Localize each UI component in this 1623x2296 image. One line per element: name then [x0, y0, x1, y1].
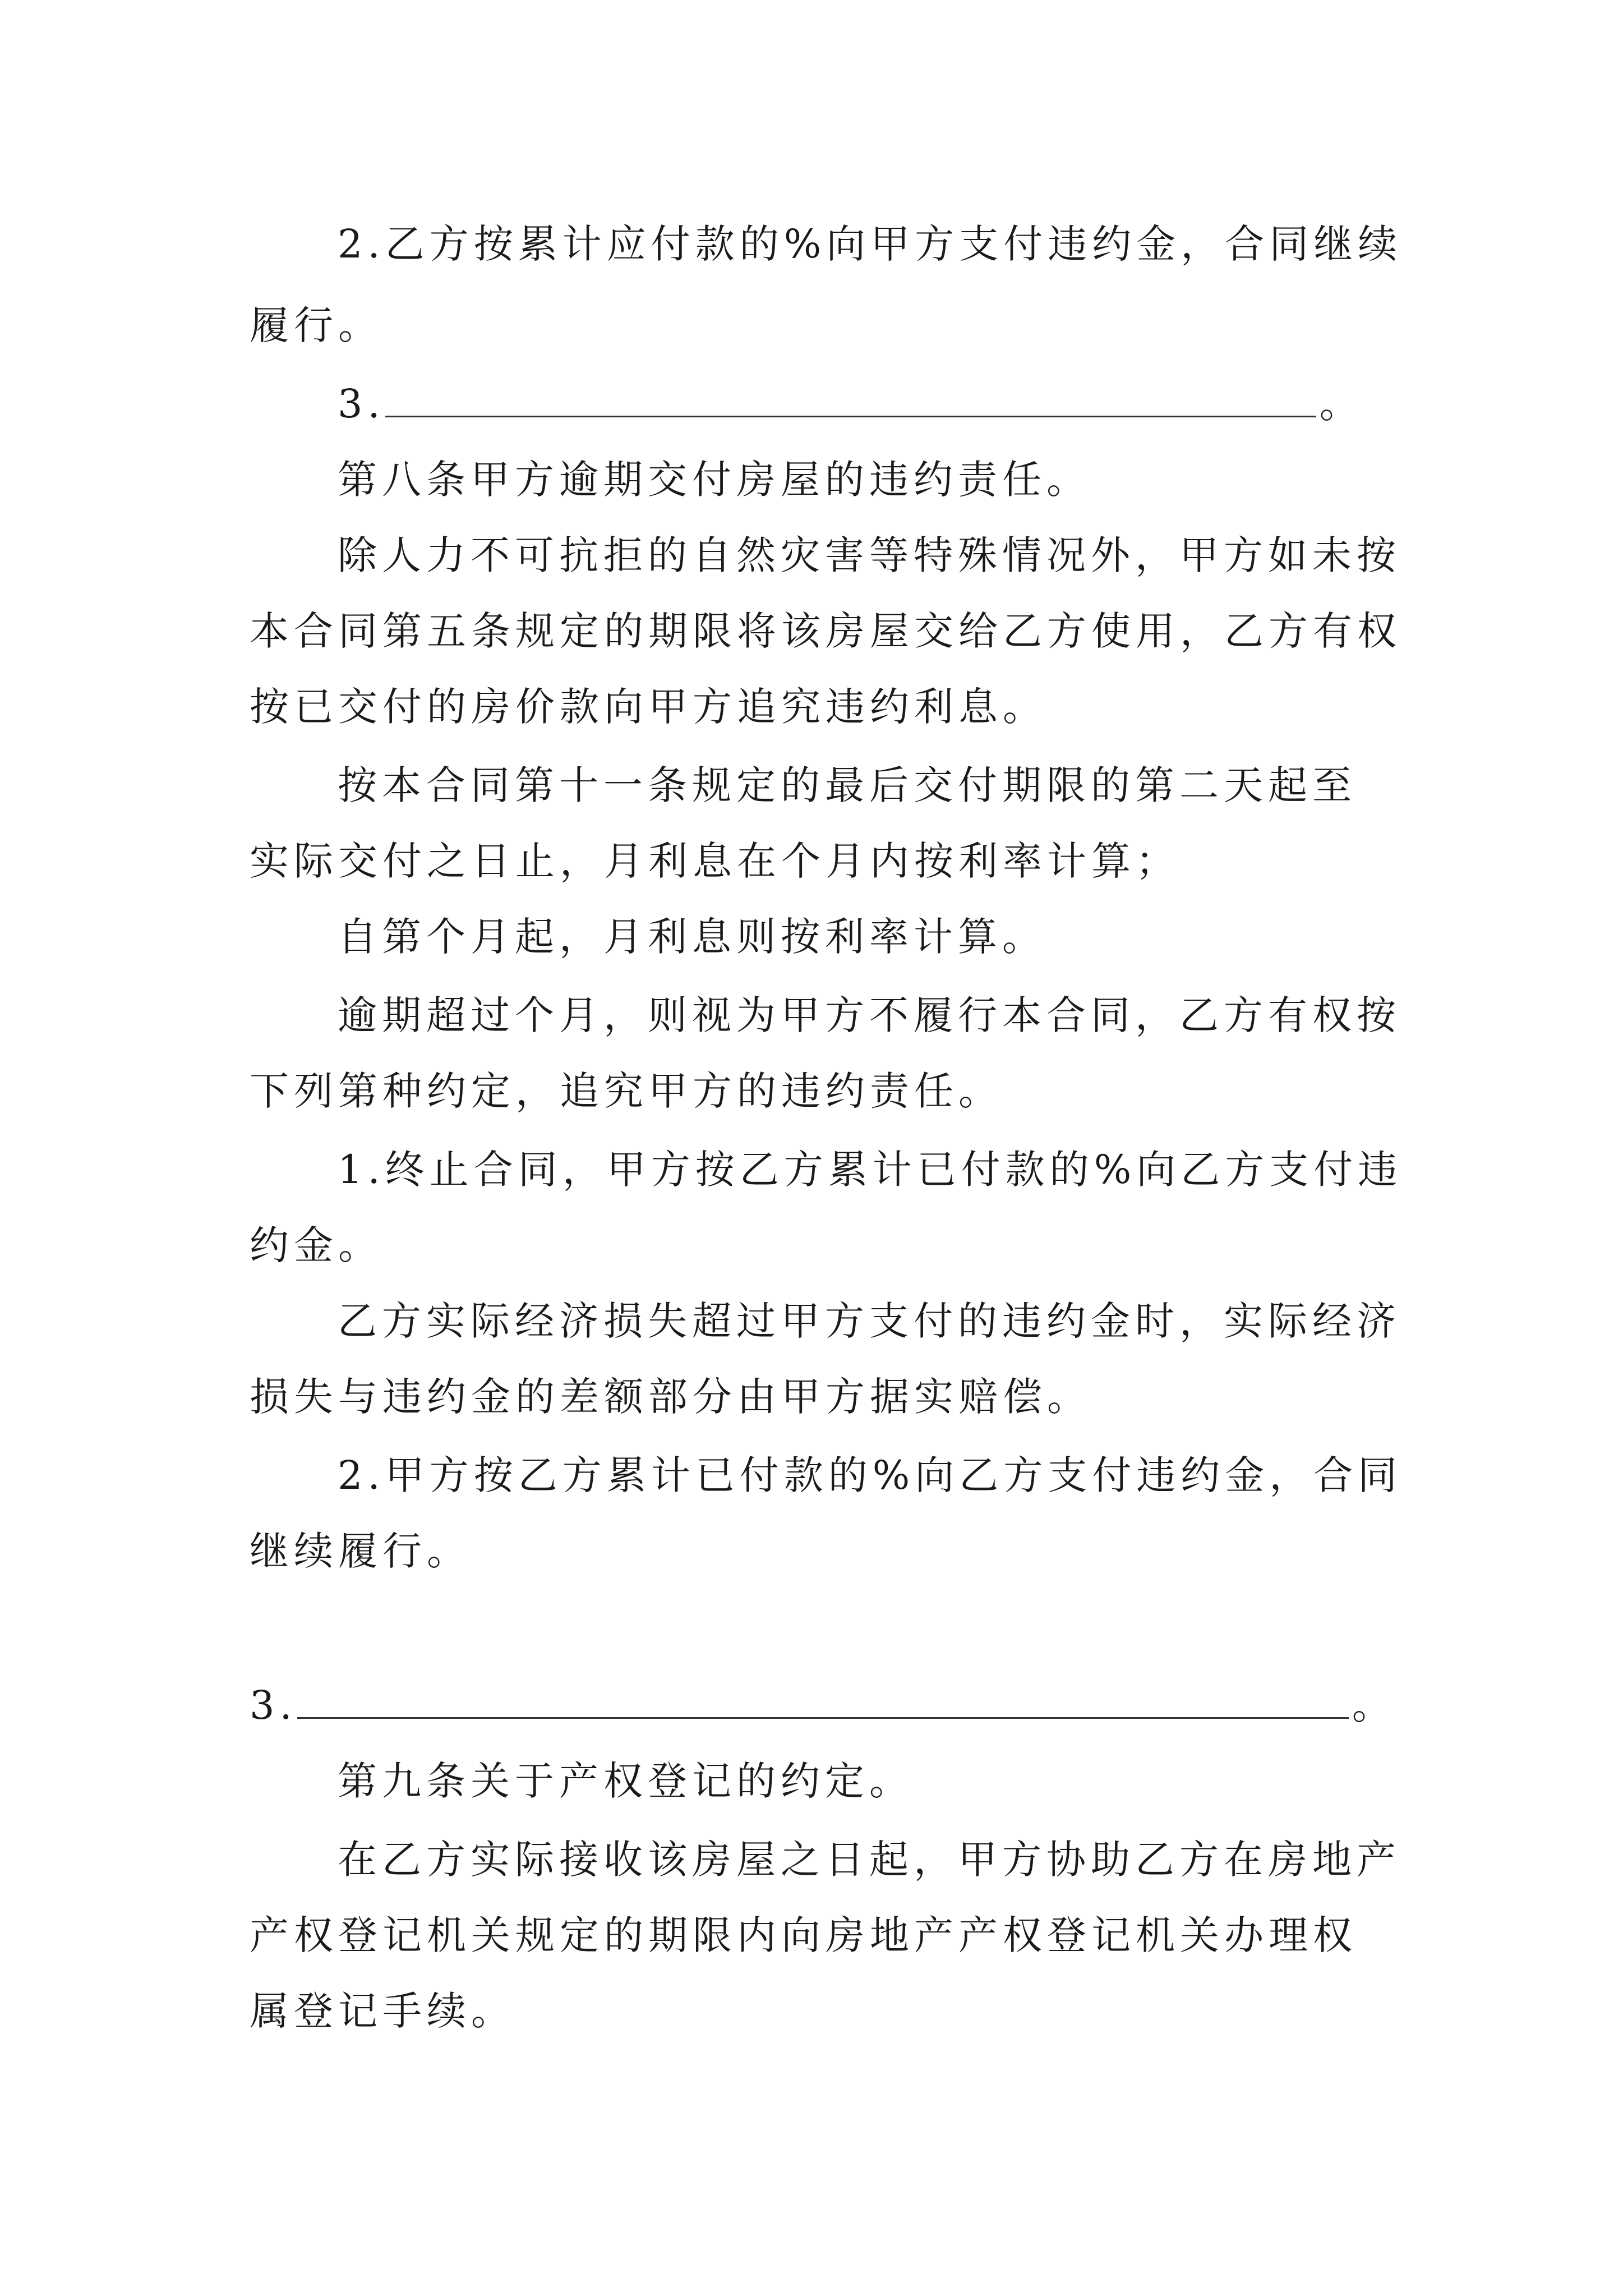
clause-8-item-3: [250, 1677, 1396, 1733]
clause-8-para-4-line-1: 逾期超过个月，则视为甲方不履行本合同，乙方有权按: [338, 992, 1401, 1038]
clause-8-para-5-line-2: 损失与违约金的差额部分由甲方据实赔偿。: [250, 1374, 1091, 1420]
clause-8-item-1-line-2: 约金。: [250, 1222, 382, 1268]
item-number: 3.: [250, 1682, 297, 1728]
clause-9-heading: 第九条关于产权登记的约定。: [338, 1758, 914, 1804]
item-end-mark: 。: [1319, 381, 1364, 427]
clause-8-para-1-line-3: 按已交付的房价款向甲方追究违约利息。: [250, 684, 1047, 730]
clause-9-para-1-line-2: 产权登记机关规定的期限内向房地产产权登记机关办理权: [250, 1912, 1357, 1958]
clause-8-para-5-line-1: 乙方实际经济损失超过甲方支付的违约金时，实际经济: [338, 1298, 1401, 1344]
clause-7-item-3: [338, 376, 1364, 432]
clause-8-para-1-line-2: 本合同第五条规定的期限将该房屋交给乙方使用，乙方有权: [250, 608, 1401, 654]
clause-8-para-2-line-1: 按本合同第十一条规定的最后交付期限的第二天起至: [338, 762, 1357, 808]
clause-9-para-1-line-1: 在乙方实际接收该房屋之日起，甲方协助乙方在房地产: [338, 1837, 1401, 1883]
fill-in-blank: [297, 1717, 1349, 1719]
clause-7-item-2-line-1: 2.乙方按累计应付款的%向甲方支付违约金，合同继续: [338, 221, 1403, 267]
clause-8-heading: 第八条甲方逾期交付房屋的违约责任。: [338, 457, 1091, 503]
fill-in-blank: [385, 416, 1316, 417]
clause-7-item-2-line-2: 履行。: [250, 302, 382, 348]
item-end-mark: 。: [1352, 1682, 1396, 1728]
item-number: 3.: [338, 381, 385, 427]
clause-8-item-2-line-1: 2.甲方按乙方累计已付款的%向乙方支付违约金，合同: [338, 1452, 1403, 1498]
clause-8-para-4-line-2: 下列第种约定，追究甲方的违约责任。: [250, 1068, 1003, 1114]
clause-8-item-2-line-2: 继续履行。: [250, 1528, 471, 1574]
clause-8-para-1-line-1: 除人力不可抗拒的自然灾害等特殊情况外，甲方如未按: [338, 532, 1401, 578]
clause-8-para-3: 自第个月起，月利息则按利率计算。: [338, 914, 1046, 960]
clause-9-para-1-line-3: 属登记手续。: [250, 1988, 515, 2034]
clause-8-para-2-line-2: 实际交付之日止，月利息在个月内按利率计算；: [250, 838, 1180, 884]
clause-8-item-1-line-1: 1.终止合同，甲方按乙方累计已付款的%向乙方支付违: [338, 1147, 1403, 1193]
